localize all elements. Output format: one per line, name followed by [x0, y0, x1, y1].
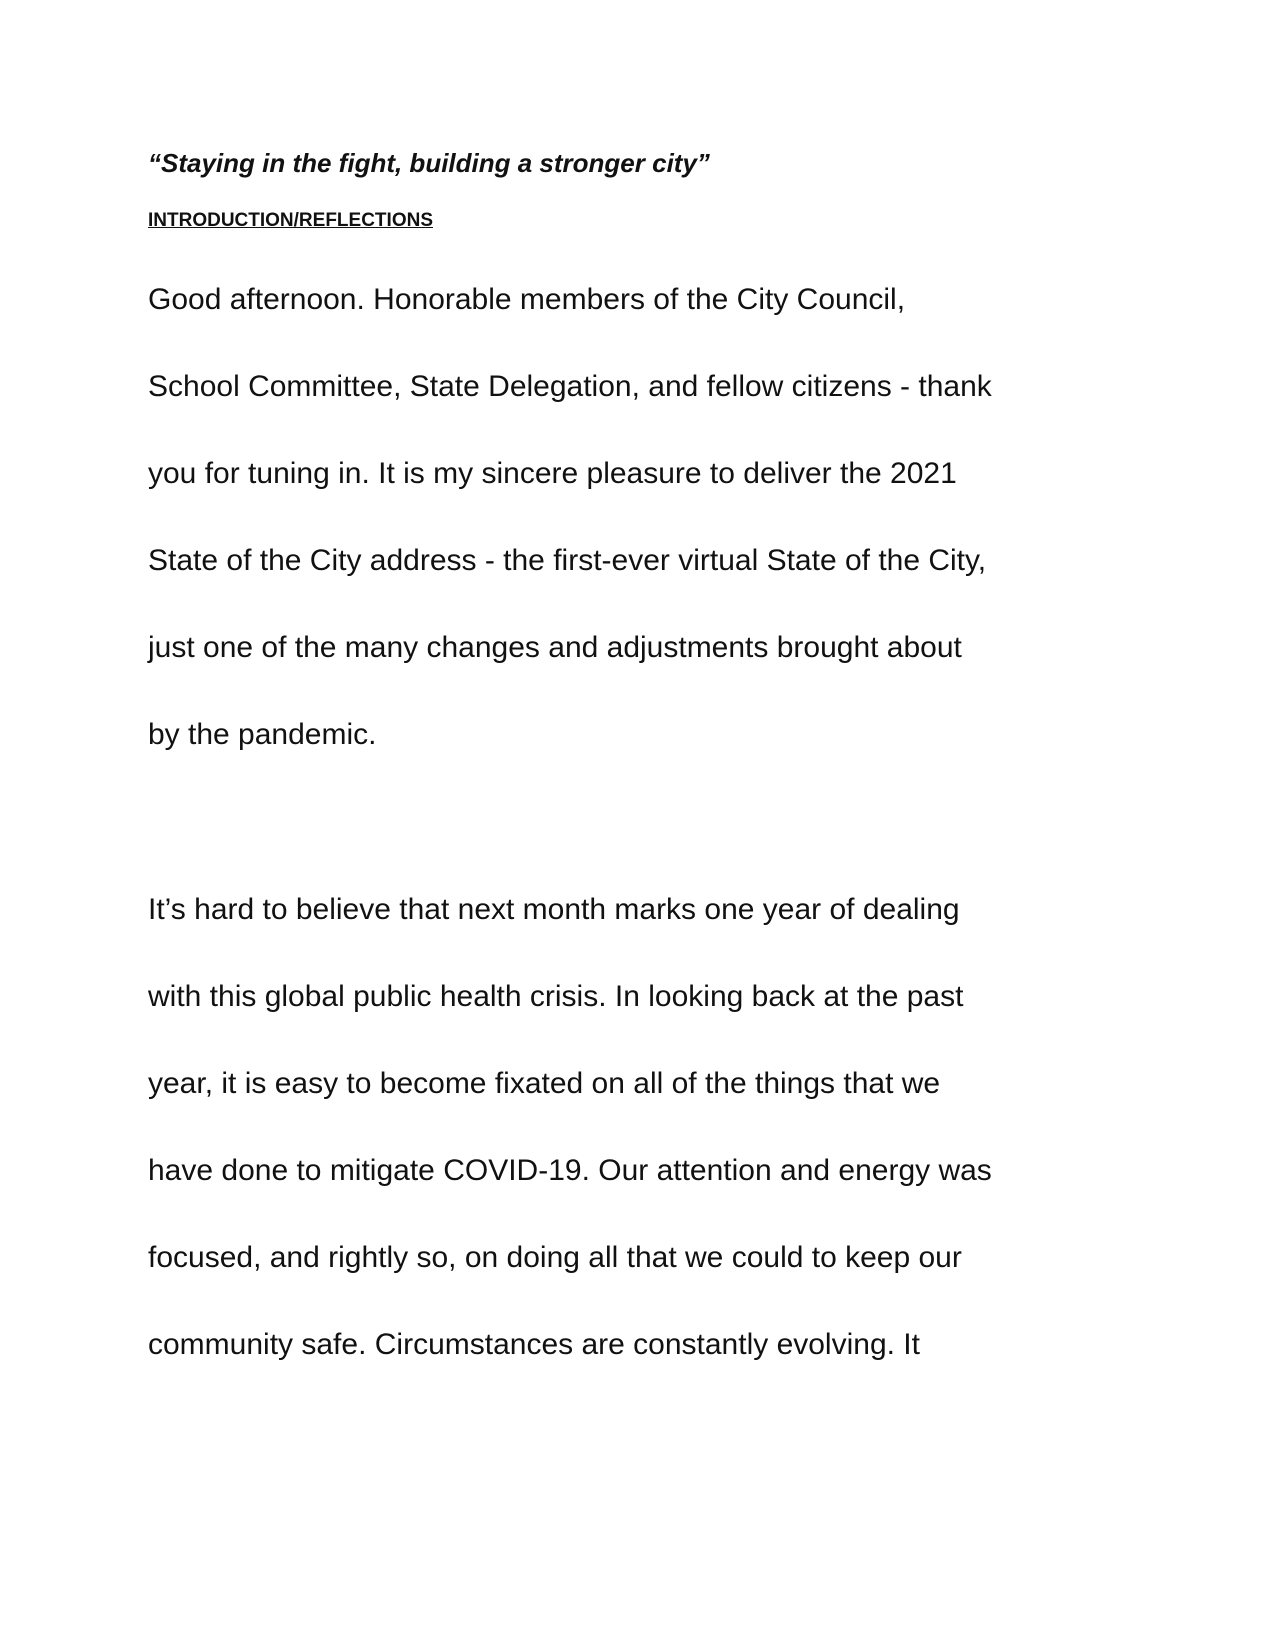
paragraph-line: by the pandemic.: [148, 718, 377, 751]
document-title: “Staying in the fight, building a stronger city”: [148, 148, 710, 178]
paragraph-line: State of the City address - the first-ever virtual State of the City,: [148, 544, 987, 577]
paragraph-line: It’s hard to believe that next month marks one year of dealing: [148, 893, 960, 926]
paragraph-line: have done to mitigate COVID-19. Our attention and energy was: [148, 1154, 992, 1187]
paragraph-line: focused, and rightly so, on doing all that we could to keep our: [148, 1241, 962, 1274]
paragraph-line: year, it is easy to become fixated on all of the things that we: [148, 1067, 941, 1100]
section-heading: INTRODUCTION/REFLECTIONS: [148, 210, 433, 231]
paragraph-line: Good afternoon. Honorable members of the City Council,: [148, 283, 906, 316]
paragraph-line: with this global public health crisis. In looking back at the past: [148, 980, 964, 1013]
paragraph-line: you for tuning in. It is my sincere pleasure to deliver the 2021: [148, 457, 957, 490]
paragraph-line: just one of the many changes and adjustments brought about: [148, 631, 962, 664]
paragraph-line: School Committee, State Delegation, and fellow citizens - thank: [148, 370, 992, 403]
paragraph-line: community safe. Circumstances are constantly evolving. It: [148, 1328, 920, 1361]
